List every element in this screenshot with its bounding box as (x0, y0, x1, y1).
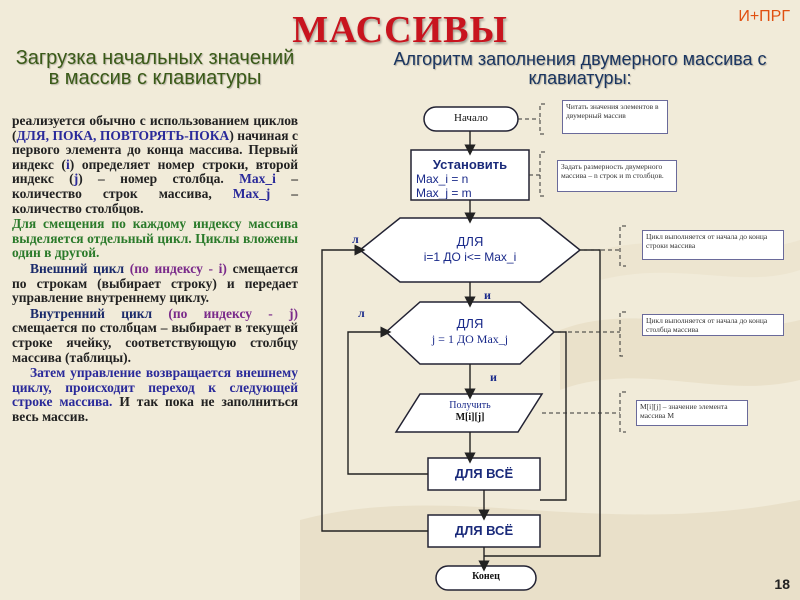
p1-loops: ДЛЯ, ПОКА, ПОВТОРЯТЬ-ПОКА (16, 127, 230, 143)
note-set: Задать размерность двумерного массива – n строк и m столбцов. (557, 160, 677, 192)
inner-end-loop-label: ДЛЯ ВСЁ (454, 466, 514, 481)
paragraph-2: Для смещения по каждому индексу массива выделяется отдельный цикл. Циклы вложены один в другой. (12, 216, 298, 261)
p1-text-c: ) начиная с первого элемента до конца массива. Первый индекс ( (12, 127, 298, 172)
p3-outer-loop: Внешний цикл (30, 260, 125, 276)
note-inner-loop: Цикл выполняется от начала до конца столбца массива (642, 314, 784, 336)
p1-text-a: реализуется обычно с использованием циклов ( (12, 113, 298, 143)
outer-loop-branch-label: л (352, 232, 359, 246)
page-number: 18 (774, 576, 790, 592)
p5-text-a: Затем управление возвращается внешнему циклу, происходит переход к следующей строке массива. (12, 365, 298, 410)
left-heading: Загрузка начальных значений в массив с клавиатуры (15, 47, 295, 89)
p4-inner-loop: Внутренний цикл (30, 305, 153, 321)
p1-text-e: ) определяет номер строки, второй индекс ( (12, 156, 298, 187)
p1-max-j: Max_j (232, 185, 271, 201)
inner-loop-branch-label: л (358, 306, 365, 320)
p1-index-i: i (65, 156, 70, 172)
note-outer-loop: Цикл выполняется от начала до конца строки массива (642, 230, 784, 260)
set-label-1: Установить (432, 157, 508, 172)
inner-loop-label-1: ДЛЯ (456, 316, 484, 331)
right-heading: Алгоритм заполнения двумерного массива с клавиатуры: (393, 49, 767, 88)
start-label: Начало (454, 112, 488, 124)
inner-loop-label-2: j = 1 ДО Max_j (431, 332, 509, 346)
set-label-2: Max_i = n (416, 172, 469, 186)
outer-loop-label-2: i=1 ДО i<= Max_i (423, 250, 517, 264)
set-label-3: Max_j = m (416, 186, 472, 199)
outer-loop-label-1: ДЛЯ (456, 234, 484, 249)
p4-index: (по индексу - j) (152, 305, 298, 321)
p4-text: смещается по столбцам – выбирает в текущей строке ячейку, соответствующую столбцу массива (таблицы). (12, 320, 298, 365)
note-input: M[i][j] – значение элемента массива M (636, 400, 748, 426)
page-title: МАССИВЫ (292, 9, 508, 51)
outer-loop-yes-label: и (484, 288, 491, 302)
input-label-2: M[i][j] (455, 412, 485, 423)
p3-text: смещается по строкам (выбирает строку) и передает управление внутреннему циклу. (12, 260, 298, 306)
p1-text-g: ) – номер столбца. (78, 171, 240, 187)
p1-max-i: Max_i (239, 171, 276, 187)
p3-index: (по индексу - i) (124, 260, 227, 276)
p5-text-b: И так пока не заполниться весь массив. (12, 394, 298, 424)
input-label-1: Получить (449, 400, 491, 411)
corner-label: И+ПРГ (738, 8, 790, 25)
p1-text-i: – количество строк массива, (12, 171, 298, 201)
outer-end-loop-label: ДЛЯ ВСЁ (454, 523, 514, 538)
end-label: Конец (472, 571, 500, 582)
note-start: Читать значения элементов в двумерный массив (562, 100, 668, 134)
inner-loop-yes-label: и (490, 370, 497, 384)
p1-index-j: j (73, 171, 79, 187)
p1-text-k: – количество столбцов. (12, 185, 298, 216)
